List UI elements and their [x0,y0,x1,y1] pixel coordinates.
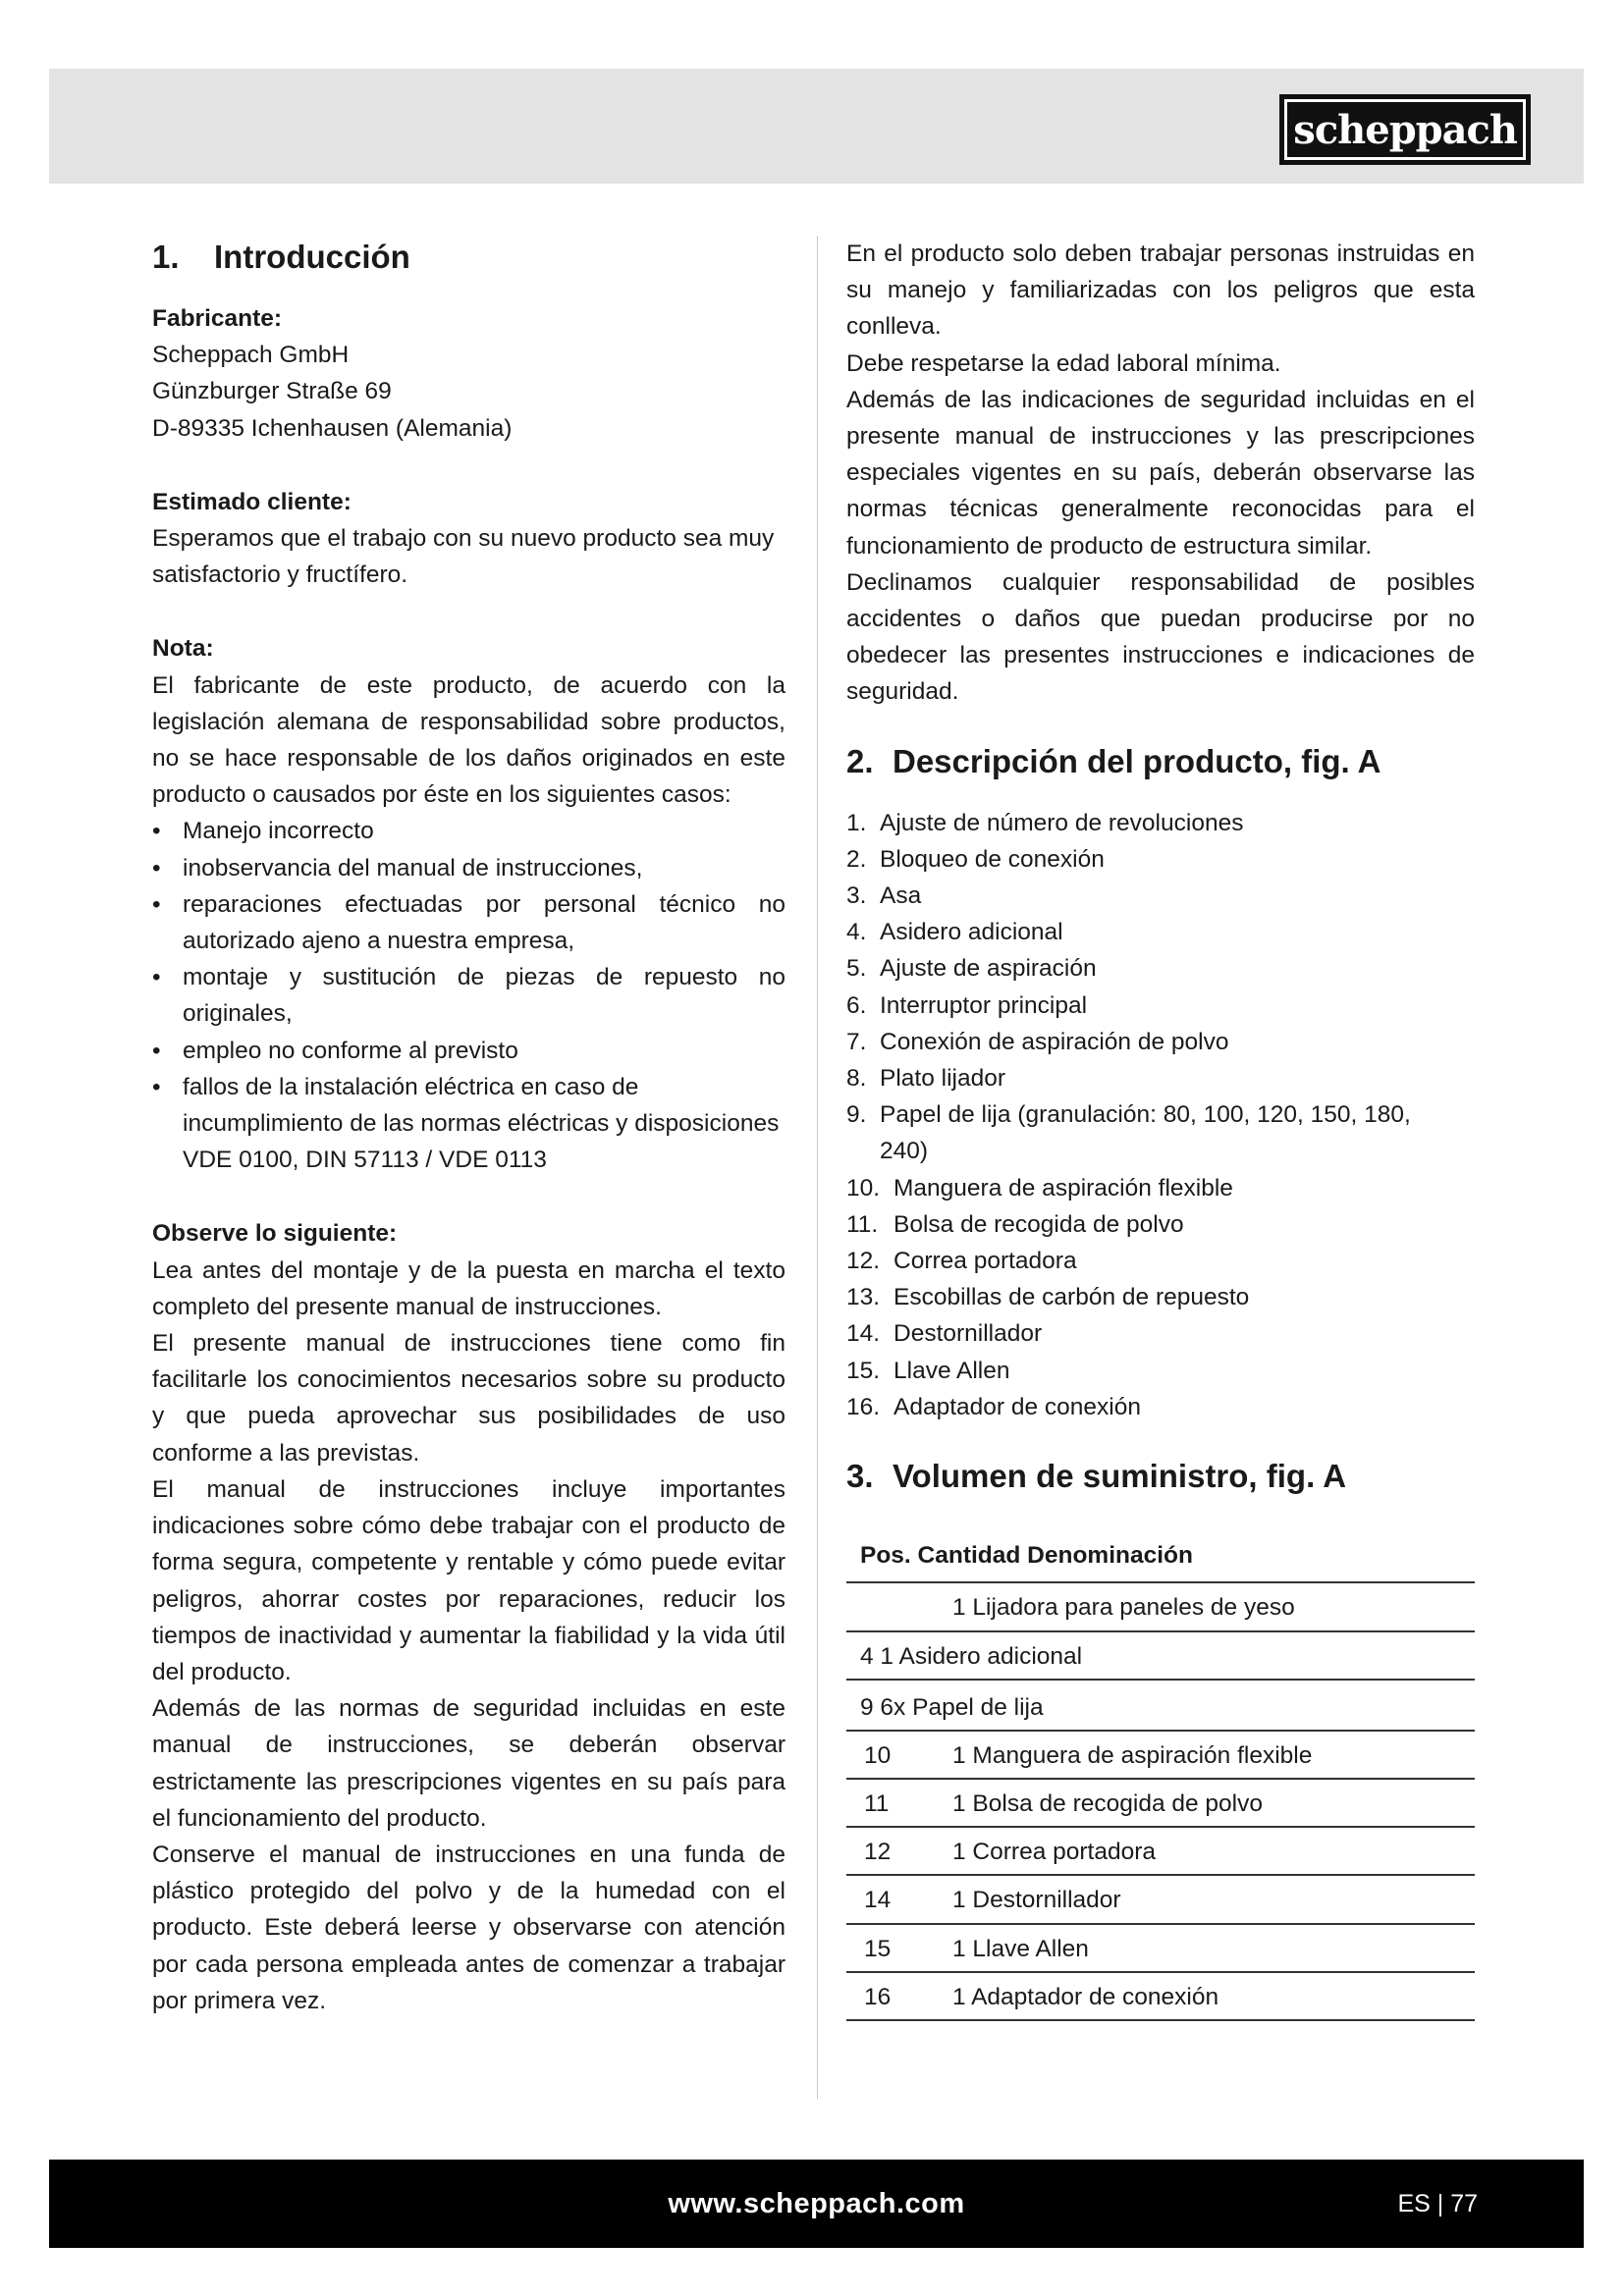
list-item: 10. Manguera de aspiración flexible [846,1174,1233,1201]
paragraph: Además de las indicaciones de seguridad incluidas en el presente manual de instrucciones y las prescripciones especiales vigentes en su país, deberán observarse las normas técnicas generalmente reconocidas para el funcionamiento de producto de estructura similar. [846,386,1475,560]
note-text: El fabricante de este producto, de acuerdo con la legislación alemana de responsabilidad sobre productos, no se hace responsable de los daños originados en este producto o causados por éste en los siguientes casos: [152,671,785,809]
list-item: 7. Conexión de aspiración de polvo [846,1028,1229,1055]
list-item: 11. Bolsa de recogida de polvo [846,1210,1184,1238]
table-row: 11 1 Bolsa de recogida de polvo [846,1779,1475,1827]
page-number: ES | 77 [1397,2190,1478,2217]
left-column [152,236,785,2019]
section-heading-supply: 3. Volumen de suministro, fig. A [846,1458,1347,1495]
list-item: • inobservancia del manual de instrucciones, [152,850,785,886]
parts-list [846,805,1475,1425]
section-heading-description: 2. Descripción del producto, fig. A [846,742,1381,779]
paragraph: Lea antes del montaje y de la puesta en marcha el texto completo del presente manual de instrucciones. [152,1256,785,1320]
footer-band [49,2160,1584,2248]
list-item: • montaje y sustitución de piezas de repuesto no originales, [152,959,785,1032]
customer-label: Estimado cliente: [152,488,352,515]
table-row: 4 1 Asidero adicional [846,1631,1475,1680]
table-row: 12 1 Correa portadora [846,1827,1475,1875]
list-item: 16. Adaptador de conexión [846,1393,1141,1420]
list-item: • empleo no conforme al previsto [152,1033,785,1069]
column-divider [817,236,818,2099]
paragraph: Declinamos cualquier responsabilidad de posibles accidentes o daños que puedan producirse por no obedecer las presentes instrucciones e indicaciones de seguridad. [846,568,1475,706]
list-item: • fallos de la instalación eléctrica en caso de incumplimiento de las normas eléctricas y disposiciones VDE 0100, DIN 57113 / VDE 0113 [152,1069,785,1179]
table-row: 9 6x Papel de lija [846,1680,1475,1731]
list-item: 5. Ajuste de aspiración [846,955,1097,983]
paragraph: El manual de instrucciones incluye importantes indicaciones sobre cómo debe trabajar con el producto de forma segura, competente y rentable y cómo puede evitar peligros, ahorrar costes por reparaciones, reducir los tiempos de inactividad y aumentar la fiabilidad y la vida útil del producto. [152,1475,785,1685]
table-row: 1 Lijadora para paneles de yeso [846,1582,1475,1630]
table-header: Pos. Cantidad Denominación [846,1537,1475,1582]
website-link[interactable]: www.scheppach.com [668,2188,965,2219]
list-item: • Manejo incorrecto [152,813,785,849]
table-row: 10 1 Manguera de aspiración flexible [846,1731,1475,1779]
right-column [846,236,1475,2021]
section-heading-introduction: 1. Introducción [152,239,410,275]
table-row: 14 1 Destornillador [846,1875,1475,1923]
paragraph: Debe respetarse la edad laboral mínima. [846,349,1281,377]
list-item: 1. Ajuste de número de revoluciones [846,809,1244,836]
list-item: 9. Papel de lija (granulación: 80, 100, 120, 150, 180, 240) [846,1101,1411,1165]
table-row: 16 1 Adaptador de conexión [846,1972,1475,2020]
list-item: 3. Asa [846,882,922,910]
list-item: 15. Llave Allen [846,1357,1010,1384]
customer-text: Esperamos que el trabajo con su nuevo producto sea muy satisfactorio y fructífero. [152,525,775,589]
note-label: Nota: [152,635,214,663]
header-band [49,69,1584,184]
list-item: 2. Bloqueo de conexión [846,845,1105,873]
manufacturer-line: D-89335 Ichenhausen (Alemania) [152,414,513,442]
list-item: 12. Correa portadora [846,1248,1077,1275]
list-item: 14. Destornillador [846,1320,1043,1348]
list-item: • reparaciones efectuadas por personal técnico no autorizado ajeno a nuestra empresa, [152,886,785,959]
observe-label: Observe lo siguiente: [152,1220,398,1248]
paragraph: El presente manual de instrucciones tiene como fin facilitarle los conocimientos necesarios sobre su producto y que pueda aprovechar sus posibilidades de uso conforme a las previstas. [152,1330,785,1467]
paragraph: Conserve el manual de instrucciones en una funda de plástico protegido del polvo y de la humedad con el producto. Este deberá leerse y observarse con atención por cada persona empleada antes de comenzar a trabajar por primera vez. [152,1841,785,2014]
paragraph: En el producto solo deben trabajar personas instruidas en su manejo y familiarizadas con los peligros que esta conlleva. [846,240,1475,341]
manufacturer-label: Fabricante: [152,305,283,332]
list-item: 13. Escobillas de carbón de repuesto [846,1284,1250,1311]
supply-table [846,1537,1475,2021]
list-item: 4. Asidero adicional [846,919,1063,946]
liability-list [152,813,785,1178]
manufacturer-line: Scheppach GmbH [152,342,350,369]
paragraph: Además de las normas de seguridad incluidas en este manual de instrucciones, se deberán observar estrictamente las prescripciones vigentes en su país para el funcionamiento del producto. [152,1695,785,1832]
table-row: 15 1 Llave Allen [846,1924,1475,1972]
manufacturer-line: Günzburger Straße 69 [152,378,392,405]
list-item: 6. Interruptor principal [846,991,1088,1019]
list-item: 8. Plato lijador [846,1065,1006,1093]
scheppach-logo: scheppach [1279,94,1531,165]
